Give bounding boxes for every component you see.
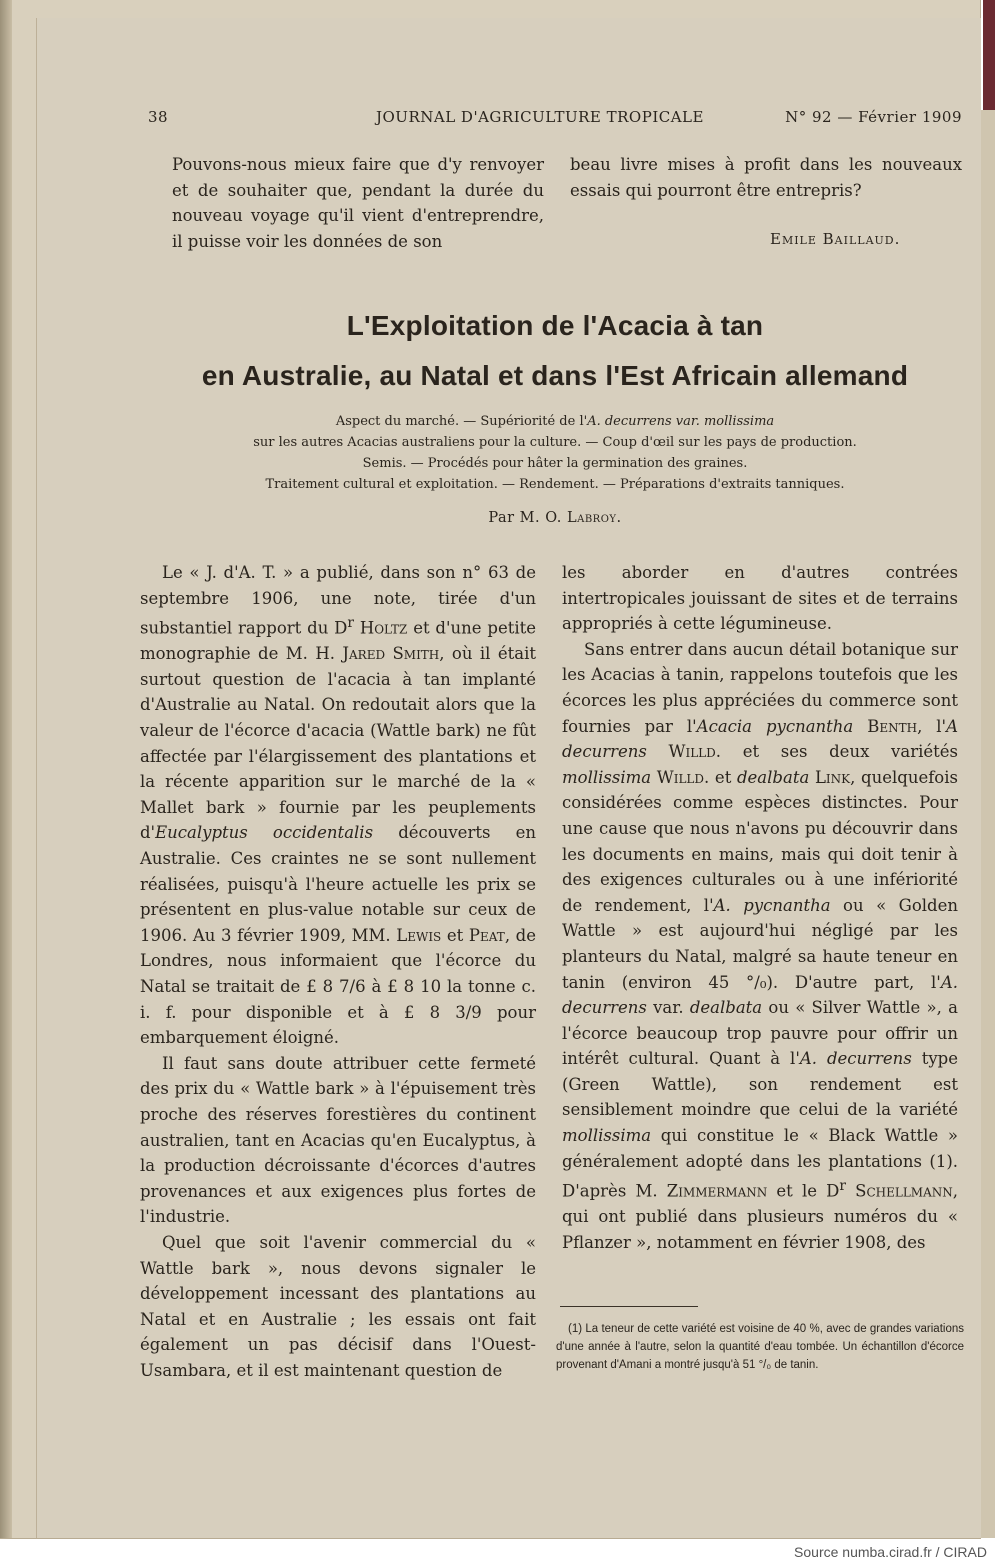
article-title-line-2: en Australie, au Natal et dans l'Est Africain allemand — [201, 360, 909, 391]
text-run: var. — [646, 998, 690, 1018]
text-run: Quel que soit l'avenir commercial du « Wattle bark », nous devons signaler le développement incessant des plantations au Natal et en Australie ; les essais ont fait également un pas décisif dans l'Ouest-Usambara, et il est maintenant question de — [140, 1232, 536, 1380]
text-run: r — [839, 1178, 846, 1195]
article-title-line-1: L'Exploitation de l'Acacia à tan — [346, 310, 764, 341]
text-run: , de Londres, nous informaient que l'écorce du Natal se traitait de £ 8 7/6 à £ 8 10 la tonne c. i. f. pour disponible et à £ 8 3/9 pour embarquement éloigné. — [140, 925, 537, 1048]
text-run: Zimmermann — [666, 1181, 768, 1201]
text-run: , qui ont publié dans plusieurs numéros du « Pflanzer », notamment en février 1908, des — [562, 1181, 958, 1252]
text-run: type (Green Wattle), son rendement est sensiblement moindre que celui de la variété — [562, 1049, 958, 1120]
text-run: Acacia pycnantha — [696, 716, 854, 736]
text-run: et ses deux variétés — [721, 742, 958, 762]
byline-prefix: Par M. O. — [488, 510, 562, 526]
previous-article-text: Pouvons-nous mieux faire que d'y renvoyer et de souhaiter que, pendant la durée du nouveau voyage qu'il vient d'entreprendre, il puisse voir les données de son — [172, 155, 544, 251]
text-run: dealbata — [736, 767, 810, 787]
text-run: Jared Smith — [342, 644, 440, 664]
text-run: Holtz — [359, 618, 408, 638]
footnote-rule — [560, 1306, 698, 1307]
text-run: A. decurrens — [562, 972, 958, 1018]
footnote-text: (1) La teneur de cette variété est voisine de 40 %, avec de grandes variations d'une année à l'autre, selon la quantité d'eau tombée. Un échantillon d'écorce provenant d'Amani a montré jusqu'à 51 °/₀ de tanin. — [556, 1323, 964, 1371]
book-binding-edge — [0, 0, 12, 1538]
article-paragraph — [140, 560, 536, 1051]
article-right-column — [562, 560, 958, 1256]
text-run: ou « Golden Wattle » est aujourd'hui négligé par les planteurs du Natal, malgré sa haute teneur en tanin (environ 45 °/₀). D'autre part, l' — [562, 895, 958, 992]
issue-info: N° 92 — Février 1909 — [785, 108, 962, 126]
text-run: Willd. — [668, 742, 722, 762]
text-run: Le « J. d'A. T. » a publié, dans son n° 63 de septembre 1906, une note, tirée d'un substantiel rapport du D — [140, 563, 536, 638]
text-run: Il faut sans doute attribuer cette fermeté des prix du « Wattle bark » à l'épuisement très proche des réserves forestières du continent australien, tant en Acacias qu'en Eucalyptus, à la production décroissante d'écorces d'autres provenances et aux exigences plus fortes de l'industrie. — [140, 1053, 536, 1227]
text-run — [853, 717, 867, 736]
page-edge-strip — [980, 110, 995, 1538]
text-run: mollissima — [562, 767, 652, 787]
text-run: A decurrens — [562, 716, 959, 762]
text-run: découverts en Australie. Ces craintes ne se sont nullement réalisées, puisqu'à l'heure actuelle les prix se présentent en plus-value notable sur ceux de 1906. Au 3 février 1909, MM. — [140, 823, 536, 945]
previous-article-right — [570, 152, 962, 203]
summary-line-4: Traitement cultural et exploitation. — Rendement. — Préparations d'extraits tanniques. — [265, 477, 845, 492]
text-run: A. pycnantha — [713, 895, 831, 915]
text-run: et d'une petite monographie de M. H. — [140, 618, 537, 664]
previous-article-left — [172, 152, 544, 254]
text-run: qui constitue le « Black Wattle » généralement adopté dans les plantations (1). D'après M. — [562, 1126, 958, 1201]
text-run: r — [347, 615, 354, 632]
text-run: , l' — [917, 716, 947, 736]
footnote — [556, 1320, 964, 1374]
article-paragraph — [562, 637, 958, 1256]
text-run: , quelquefois considérées comme espèces distinctes. Pour une cause que nous n'avons pu découvrir dans les documents en mains, mais qui doit tenir à des exigences culturales ou à une infériorité de rendement, l' — [562, 767, 958, 915]
text-run: Sans entrer dans aucun détail botanique sur les Acacias à tanin, rappelons toutefois que les écorces les plus appréciées du commerce sont fournies par l' — [562, 639, 958, 736]
text-run: Willd. — [656, 767, 710, 787]
summary-line-1: Aspect du marché. — Supériorité de l'A. decurrens var. mollissima — [335, 414, 775, 429]
page-number: 38 — [148, 108, 169, 126]
text-run: Lewis — [396, 925, 442, 945]
text-run — [846, 1182, 855, 1201]
text-run — [647, 742, 669, 761]
summary-line-2: sur les autres Acacias australiens pour la culture. — Coup d'œil sur les pays de production. — [253, 435, 857, 450]
text-run: Schellmann — [855, 1181, 953, 1201]
text-run: les aborder en d'autres contrées intertropicales jouissant de sites et de terrains appropriés à cette légumineuse. — [562, 563, 958, 634]
byline-author: Labroy. — [566, 510, 622, 526]
text-run: et le D — [767, 1181, 840, 1201]
source-credit: Source numba.cirad.fr / CIRAD — [794, 1544, 987, 1560]
text-run: Benth — [867, 716, 918, 736]
text-run: mollissima — [562, 1126, 652, 1146]
text-run: A. decurrens — [799, 1049, 912, 1069]
article-paragraph — [140, 1230, 536, 1384]
text-run: Eucalyptus occidentalis — [155, 823, 374, 843]
text-run: et — [441, 925, 469, 945]
red-edge-tab — [983, 0, 995, 110]
article-paragraph — [140, 1051, 536, 1230]
text-run: Link — [814, 767, 851, 787]
byline — [140, 510, 970, 526]
text-run: et — [709, 767, 737, 787]
text-run: Peat — [468, 925, 505, 945]
article-paragraph — [562, 560, 958, 637]
article-left-column — [140, 560, 536, 1384]
text-run: ou « Silver Wattle », a l'écorce beaucoup trop pauvre pour offrir un intérêt cultural. Quant à l' — [562, 998, 958, 1069]
text-run: dealbata — [689, 998, 763, 1018]
running-header — [140, 108, 962, 130]
previous-article-text-end: beau livre mises à profit dans les nouveaux essais qui pourront être entrepris? — [570, 155, 962, 200]
author-signature: Emile Baillaud. — [770, 230, 901, 248]
text-run: , où il était surtout question de l'acacia à tan implanté d'Australie au Natal. On redoutait alors que la valeur de l'écorce d'acacia (Wattle bark) ne fût affectée par l'élargissement des plantations et la récente apparition sur le marché de la « Mallet bark » fournie par les peuplements d' — [140, 644, 536, 843]
journal-title: JOURNAL D'AGRICULTURE TROPICALE — [376, 108, 704, 126]
summary-line-3: Semis. — Procédés pour hâter la germination des graines. — [362, 456, 748, 471]
